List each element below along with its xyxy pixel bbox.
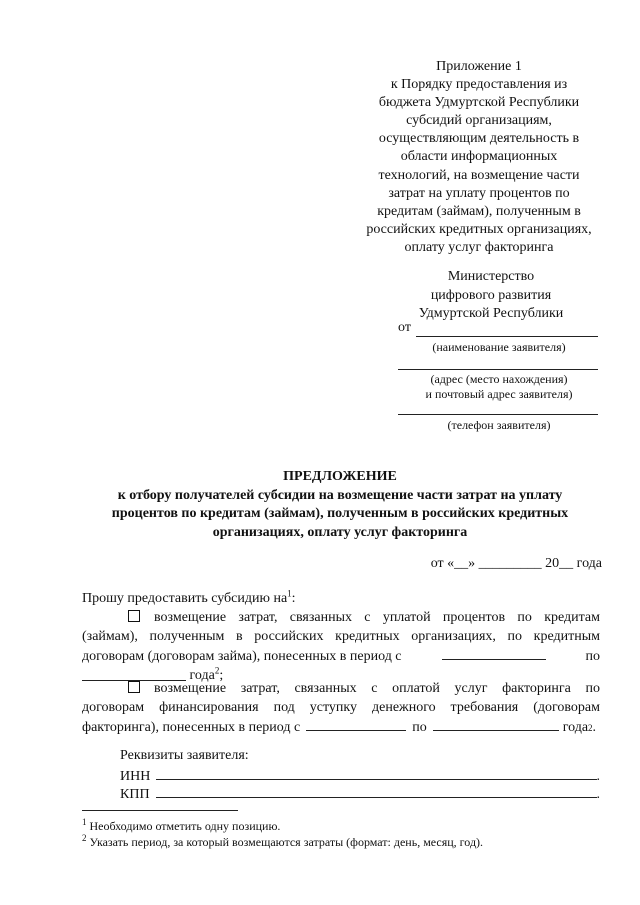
kpp-label: КПП	[120, 787, 150, 802]
option-1-tail: ;	[219, 667, 224, 683]
footnote-text: Указать период, за который возмещаются затраты (формат: день, месяц, год).	[89, 835, 484, 849]
option-2-line3b: по	[412, 720, 427, 736]
inn-label: ИНН	[120, 769, 151, 784]
option-2-tail: .	[592, 720, 597, 736]
request-intro-text: Прошу предоставить субсидию на	[82, 591, 288, 606]
option-1	[82, 609, 600, 685]
appendix-line: области информационных	[400, 149, 558, 165]
option-1-line2: (займам), полученным в российских кредитных организациях, по кредитным	[82, 628, 600, 644]
date-month-blank[interactable]: _________	[478, 556, 542, 571]
appendix-line: затрат на уплату процентов по	[388, 185, 570, 201]
option-1-line1: возмещение затрат, связанных с уплатой процентов по кредитам	[154, 610, 600, 625]
footnote-ref: 1	[287, 588, 292, 599]
appendix-line: технологий, на возмещение части	[378, 167, 580, 183]
option-1-line3b: по	[585, 649, 600, 665]
inn-row	[120, 766, 600, 785]
applicant-address-field[interactable]	[398, 369, 598, 370]
appendix-line: бюджета Удмуртской Республики	[378, 95, 580, 111]
footnote-2	[82, 834, 602, 850]
footnote-1	[82, 818, 602, 834]
applicant-phone-field[interactable]	[398, 414, 598, 415]
footnote-mark: 2	[82, 833, 87, 843]
applicant-name-hint: (наименование заявителя)	[432, 340, 566, 354]
phone-hint: (телефон заявителя)	[447, 418, 551, 432]
footnote-mark: 1	[82, 817, 87, 827]
appendix-line: российских кредитных организациях,	[366, 221, 592, 237]
option-1-line4: года	[189, 667, 215, 683]
option-1-checkbox[interactable]	[128, 610, 140, 622]
option-2-line3c: года	[562, 720, 589, 736]
kpp-row	[120, 784, 600, 803]
addressee-block	[380, 268, 602, 324]
appendix-header	[356, 58, 602, 257]
footnotes	[82, 818, 602, 850]
request-intro: Прошу предоставить субсидию $на^1$:	[82, 588, 296, 606]
option-1-period-start[interactable]	[442, 646, 546, 660]
requisites-heading: Реквизиты заявителя:	[120, 748, 249, 763]
option-1-line3a: договорам (договорам займа), понесенных в период с	[82, 649, 402, 665]
kpp-field[interactable]	[156, 784, 597, 798]
applicant-name-field[interactable]	[416, 336, 598, 337]
option-2-checkbox[interactable]	[128, 681, 140, 693]
option-2-period-end[interactable]	[433, 717, 559, 731]
address-hint-2: и почтовый адрес заявителя)	[425, 387, 573, 401]
title-heading: ПРЕДЛОЖЕНИЕ	[283, 469, 397, 484]
appendix-line: кредитам (займам), полученным в	[377, 203, 581, 219]
date-year[interactable]: 20__	[545, 556, 574, 571]
option-2-line1: возмещение затрат, связанных с оплатой услуг факторинга по	[154, 681, 600, 696]
addressee-line: Удмуртской Республики	[418, 306, 564, 321]
appendix-line: оплату услуг факторинга	[404, 239, 554, 255]
date-year-suffix: года	[576, 556, 602, 571]
appendix-line: Приложение 1	[436, 59, 522, 74]
inn-field[interactable]	[156, 766, 597, 780]
date-line	[406, 556, 602, 572]
option-1-period-end[interactable]	[82, 667, 186, 681]
inn-end: .	[596, 769, 600, 784]
address-hint-1: (адрес (место нахождения)	[430, 372, 568, 386]
addressee-line: Министерство	[447, 269, 535, 284]
appendix-line: к Порядку предоставления из	[390, 77, 568, 93]
document-title	[80, 468, 600, 542]
kpp-end: .	[596, 787, 600, 802]
addressee-line: цифрового развития	[430, 287, 552, 303]
footnote-text: Необходимо отметить одну позицию.	[89, 819, 281, 833]
from-label: от	[398, 320, 411, 335]
date-from: от «__»	[430, 556, 476, 571]
option-2-line2: договорам финансирования под уступку денежного требования (договорам	[82, 699, 600, 715]
option-2-line3a: факторинга), понесенных в период с	[82, 720, 301, 736]
footnote-separator	[82, 810, 238, 811]
option-2-period-start[interactable]	[306, 717, 406, 731]
title-line: к отбору получателей субсидии на возмещение части затрат на уплату	[117, 487, 563, 503]
title-line: организациях, оплату услуг факторинга	[212, 524, 468, 540]
option-2: возмещение затрат, связанных с оплатой услуг факторинга по договорам финансирования под уступку денежного требования (договорам факторинга), понесенных в период с по года 2 .	[82, 680, 600, 738]
footnote-ref: 2	[214, 665, 220, 676]
appendix-line: осуществляющим деятельность в	[378, 131, 580, 147]
title-line: процентов по кредитам (займам), полученным в российских кредитных	[111, 506, 569, 521]
appendix-line: субсидий организациям,	[406, 113, 552, 129]
